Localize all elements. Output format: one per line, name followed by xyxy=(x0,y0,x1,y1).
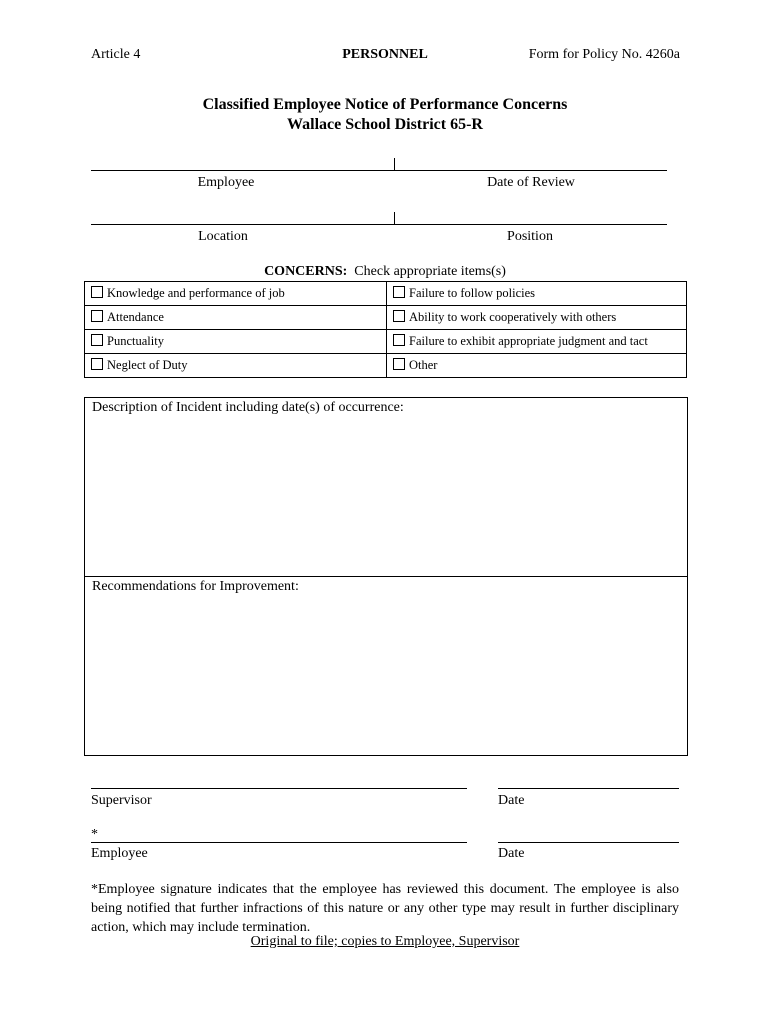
asterisk-mark: * xyxy=(91,827,98,842)
concern-label: Knowledge and performance of job xyxy=(107,286,285,300)
concern-cell xyxy=(85,354,387,378)
concerns-label: CONCERNS: xyxy=(264,264,348,279)
location-line[interactable] xyxy=(91,224,394,225)
concern-label: Failure to follow policies xyxy=(409,286,536,300)
concern-cell xyxy=(387,306,687,330)
concern-cell xyxy=(387,282,687,306)
concern-cell xyxy=(387,330,687,354)
district-name: Wallace School District 65-R xyxy=(287,116,483,133)
concerns-heading xyxy=(0,264,770,280)
description-label: Description of Incident including date(s) of occurrence: xyxy=(92,400,404,415)
article-label: Article 4 xyxy=(91,47,141,62)
distribution-text: Original to file; copies to Employee, Supervisor xyxy=(250,934,520,949)
employee-signature-line[interactable] xyxy=(91,842,467,843)
supervisor-date-line[interactable] xyxy=(498,788,679,789)
checkbox-punctuality[interactable] xyxy=(91,334,103,346)
supervisor-label: Supervisor xyxy=(91,793,152,808)
concern-cell xyxy=(85,330,387,354)
checkbox-attendance[interactable] xyxy=(91,310,103,322)
checkbox-other[interactable] xyxy=(393,358,405,370)
concern-cell xyxy=(85,306,387,330)
table-row xyxy=(85,306,687,330)
checkbox-judgment[interactable] xyxy=(393,334,405,346)
concern-cell xyxy=(85,282,387,306)
section-title: PERSONNEL xyxy=(342,47,428,62)
policy-number: Form for Policy No. 4260a xyxy=(528,47,680,62)
concern-label: Punctuality xyxy=(107,334,164,348)
concern-label: Neglect of Duty xyxy=(107,358,188,372)
employee-line[interactable] xyxy=(91,170,394,171)
location-label: Location xyxy=(198,229,248,244)
signature-note: *Employee signature indicates that the employee has reviewed this document. The employee is also being notified that further infractions of this nature or any other type may result in further disciplinary action, which may include termination. xyxy=(91,882,679,935)
distribution-note xyxy=(0,934,770,950)
position-label: Position xyxy=(507,229,553,244)
description-box[interactable] xyxy=(84,397,688,577)
concerns-table xyxy=(84,281,687,378)
position-line[interactable] xyxy=(395,224,667,225)
employee-label: Employee xyxy=(197,175,255,190)
concern-label: Failure to exhibit appropriate judgment and tact xyxy=(409,334,648,348)
concerns-instruction: Check appropriate items(s) xyxy=(354,264,506,279)
table-row xyxy=(85,330,687,354)
checkbox-knowledge[interactable] xyxy=(91,286,103,298)
concern-label: Other xyxy=(409,358,438,372)
date-label: Date xyxy=(498,793,525,808)
table-row xyxy=(85,282,687,306)
form-title: Classified Employee Notice of Performance Concerns xyxy=(202,96,568,113)
employee-signature-label: Employee xyxy=(91,846,148,861)
date-of-review-line[interactable] xyxy=(395,170,667,171)
date-label: Date xyxy=(498,846,525,861)
date-of-review-label: Date of Review xyxy=(487,175,575,190)
checkbox-policies[interactable] xyxy=(393,286,405,298)
checkbox-cooperation[interactable] xyxy=(393,310,405,322)
recommendations-box[interactable] xyxy=(84,576,688,756)
employee-date-line[interactable] xyxy=(498,842,679,843)
recommendations-label: Recommendations for Improvement: xyxy=(92,579,299,594)
checkbox-neglect[interactable] xyxy=(91,358,103,370)
concern-cell xyxy=(387,354,687,378)
supervisor-signature-line[interactable] xyxy=(91,788,467,789)
table-row xyxy=(85,354,687,378)
concern-label: Attendance xyxy=(107,310,164,324)
concern-label: Ability to work cooperatively with others xyxy=(409,310,617,324)
